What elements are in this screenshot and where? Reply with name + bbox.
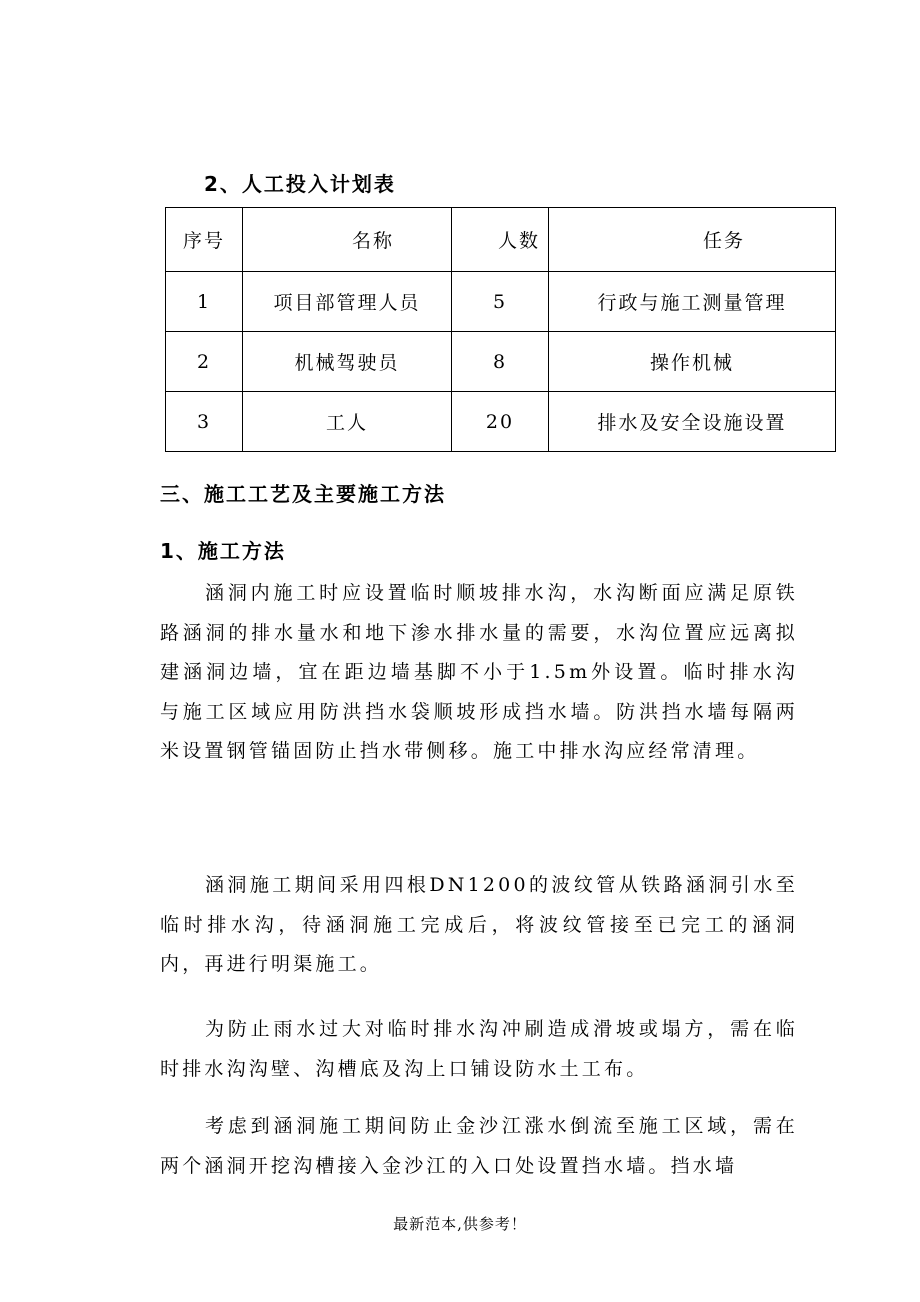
header-index: 序号 [166,208,243,272]
labor-plan-table [165,207,836,452]
cell-name: 机械驾驶员 [243,332,452,392]
cell-task: 操作机械 [549,332,836,392]
body-paragraph: 涵洞施工期间采用四根DN1200的波纹管从铁路涵洞引水至临时排水沟，待涵洞施工完成后，将波纹管接至已完工的涵洞内，再进行明渠施工。 [160,874,798,975]
section-heading: 三、施工工艺及主要施工方法 [160,482,446,506]
table-row [166,272,836,332]
cell-name: 工人 [243,392,452,452]
table-header-row [166,208,836,272]
page-footer: 最新范本,供参考！ [393,1215,527,1233]
cell-index: 1 [166,272,243,332]
body-paragraph: 涵洞内施工时应设置临时顺坡排水沟，水沟断面应满足原铁路涵洞的排水量水和地下渗水排水量的需要，水沟位置应远离拟建涵洞边墙，宜在距边墙基脚不小于1.5m外设置。临时排水沟与施工区域应用防洪挡水袋顺坡形成挡水墙。防洪挡水墙每隔两米设置钢管锚固防止挡水带侧移。施工中排水沟应经常清理。 [160,582,798,762]
cell-name: 项目部管理人员 [243,272,452,332]
cell-index: 2 [166,332,243,392]
cell-count: 20 [452,392,549,452]
body-paragraph: 为防止雨水过大对临时排水沟冲刷造成滑坡或塌方，需在临时排水沟沟壁、沟槽底及沟上口铺设防水土工布。 [160,1018,798,1080]
table-row [166,332,836,392]
table-title: 2、人工投入计划表 [204,172,396,196]
cell-task: 行政与施工测量管理 [549,272,836,332]
body-paragraph: 考虑到涵洞施工期间防止金沙江涨水倒流至施工区域，需在两个涵洞开挖沟槽接入金沙江的入口处设置挡水墙。挡水墙 [160,1115,798,1177]
cell-count: 8 [452,332,549,392]
table-row [166,392,836,452]
header-task: 任务 [549,208,836,272]
header-count: 人数 [452,208,549,272]
cell-count: 5 [452,272,549,332]
subsection-heading: 1、施工方法 [160,539,286,563]
header-name: 名称 [243,208,452,272]
cell-index: 3 [166,392,243,452]
cell-task: 排水及安全设施设置 [549,392,836,452]
